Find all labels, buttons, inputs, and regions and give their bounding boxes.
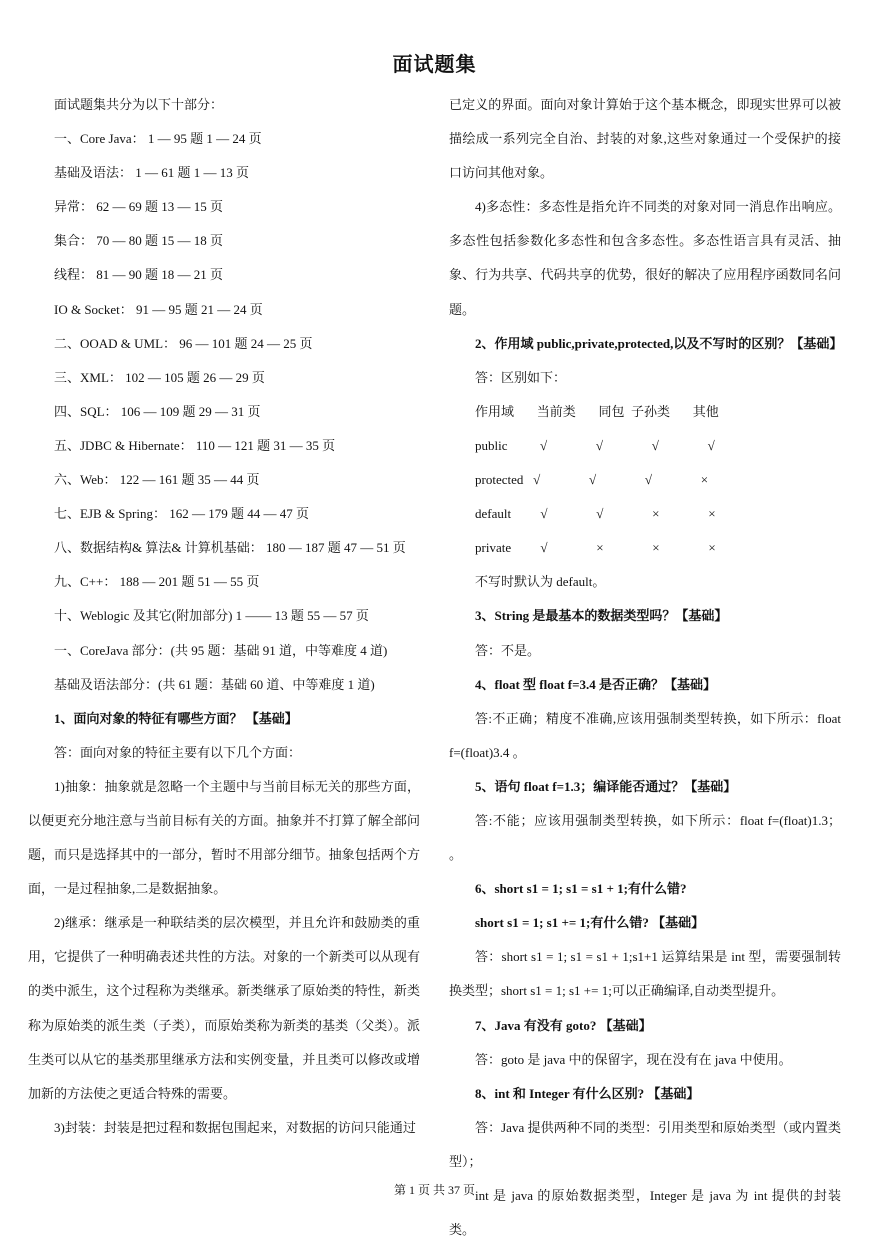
- paragraph: IO & Socket： 91 — 95 题 21 — 24 页: [54, 301, 263, 317]
- page-title: 面试题集: [392, 52, 477, 76]
- question-heading: 4、float 型 float f=3.4 是否正确？【基础】: [475, 676, 717, 692]
- paragraph: 四、SQL： 106 — 109 题 29 — 31 页: [54, 403, 261, 419]
- paragraph: 3)封装：封装是把过程和数据包围起来，对数据的访问只能通过: [54, 1119, 416, 1135]
- table-row: 作用域 当前类 同包 子孙类 其他: [475, 403, 719, 419]
- paragraph: 1)抽象：抽象就是忽略一个主题中与当前目标无关的那些方面，以便更充分地注意与当前目标有关的方面。抽象并不打算了解全部问题，而只是选择其中的一部分，暂时不用部分细节。抽象包括两个方面，一是过程抽象,二是数据抽象。: [28, 778, 420, 897]
- paragraph: 集合： 70 — 80 题 15 — 18 页: [54, 233, 224, 249]
- question-heading: 2、作用域 public,private,protected,以及不写时的区别？【基础】: [475, 335, 843, 351]
- paragraph: 不写时默认为 default。: [475, 574, 606, 590]
- question-heading: 7、Java 有没有 goto? 【基础】: [475, 1017, 652, 1033]
- question-heading: short s1 = 1; s1 += 1;有什么错? 【基础】: [475, 915, 705, 931]
- paragraph: 答：不是。: [475, 642, 541, 658]
- paragraph: 一、CoreJava 部分：(共 95 题：基础 91 道，中等难度 4 道): [54, 642, 388, 658]
- paragraph: 一、Core Java： 1 — 95 题 1 — 24 页: [54, 131, 262, 147]
- paragraph: 二、OOAD & UML： 96 — 101 题 24 — 25 页: [54, 335, 313, 351]
- paragraph: 三、XML： 102 — 105 题 26 — 29 页: [54, 369, 265, 385]
- paragraph: 面试题集共分为以下十部分：: [54, 97, 224, 112]
- paragraph: 基础及语法部分：(共 61 题：基础 60 道、中等难度 1 道): [54, 676, 375, 692]
- question-heading: 1、面向对象的特征有哪些方面？ 【基础】: [54, 710, 298, 726]
- paragraph: 答：区别如下：: [475, 369, 567, 385]
- right-column: [449, 88, 841, 1247]
- paragraph: 4)多态性：多态性是指允许不同类的对象对同一消息作出响应。多态性包括参数化多态性和包含多态性。多态性语言具有灵活、抽象、行为共享、代码共享的优势，很好的解决了应用程序函数同名问题。: [449, 199, 841, 317]
- page-footer: 第 1 页 共 37 页: [393, 1183, 475, 1197]
- left-column: [28, 88, 420, 1145]
- paragraph: 八、数据结构& 算法& 计算机基础： 180 — 187 题 47 — 51 页: [54, 540, 406, 556]
- paragraph: int 是 java 的原始数据类型，Integer 是 java 为 int 提供的封装类。: [449, 1188, 841, 1238]
- paragraph: 答：Java 提供两种不同的类型：引用类型和原始类型（或内置类型）；: [449, 1119, 841, 1169]
- paragraph: 2)继承：继承是一种联结类的层次模型，并且允许和鼓励类的重用，它提供了一种明确表述共性的方法。对象的一个新类可以从现有的类中派生，这个过程称为类继承。新类继承了原始类的特性，新类称为原始类的派生类（子类），而原始类称为新类的基类（父类）。派生类可以从它的基类那里继承方法和实例变量，并且类可以修改或增加新的方法使之更适合特殊的需要。: [28, 915, 420, 1101]
- paragraph: 答：面向对象的特征主要有以下几个方面：: [54, 744, 302, 760]
- table-row: private √ × × ×: [475, 540, 716, 556]
- paragraph: 十、Weblogic 及其它(附加部分) 1 —— 13 题 55 — 57 页: [54, 608, 369, 624]
- paragraph: 六、Web： 122 — 161 题 35 — 44 页: [54, 472, 260, 488]
- paragraph: 线程： 81 — 90 题 18 — 21 页: [54, 267, 224, 283]
- question-heading: 5、语句 float f=1.3；编译能否通过？【基础】: [475, 778, 737, 794]
- question-heading: 8、int 和 Integer 有什么区别? 【基础】: [475, 1085, 700, 1101]
- table-row: public √ √ √ √: [475, 437, 715, 453]
- paragraph: 异常： 62 — 69 题 13 — 15 页: [54, 199, 224, 215]
- paragraph: 九、C++： 188 — 201 题 51 — 55 页: [54, 574, 260, 590]
- paragraph: 答:不正确；精度不准确,应该用强制类型转换，如下所示：float f=(float)3.4 。: [449, 710, 841, 760]
- table-row: protected √ √ √ ×: [475, 472, 709, 488]
- paragraph: 七、EJB & Spring： 162 — 179 题 44 — 47 页: [54, 506, 309, 522]
- question-heading: 6、short s1 = 1; s1 = s1 + 1;有什么错?: [475, 881, 687, 897]
- paragraph: 五、JDBC & Hibernate： 110 — 121 题 31 — 35 页: [54, 437, 336, 453]
- paragraph: 答：short s1 = 1; s1 = s1 + 1;s1+1 运算结果是 int 型，需要强制转换类型；short s1 = 1; s1 += 1;可以正确编译,自动类型提升。: [449, 949, 841, 999]
- paragraph: 答：goto 是 java 中的保留字，现在没有在 java 中使用。: [475, 1051, 792, 1067]
- question-heading: 3、String 是最基本的数据类型吗？【基础】: [475, 608, 728, 624]
- paragraph: 已定义的界面。面向对象计算始于这个基本概念，即现实世界可以被描绘成一系列完全自治、封装的对象,这些对象通过一个受保护的接口访问其他对象。: [449, 97, 841, 181]
- table-row: default √ √ × ×: [475, 506, 716, 522]
- paragraph: 基础及语法： 1 — 61 题 1 — 13 页: [54, 165, 250, 181]
- paragraph: 答:不能；应该用强制类型转换，如下所示：float f=(float)1.3； 。: [449, 812, 841, 863]
